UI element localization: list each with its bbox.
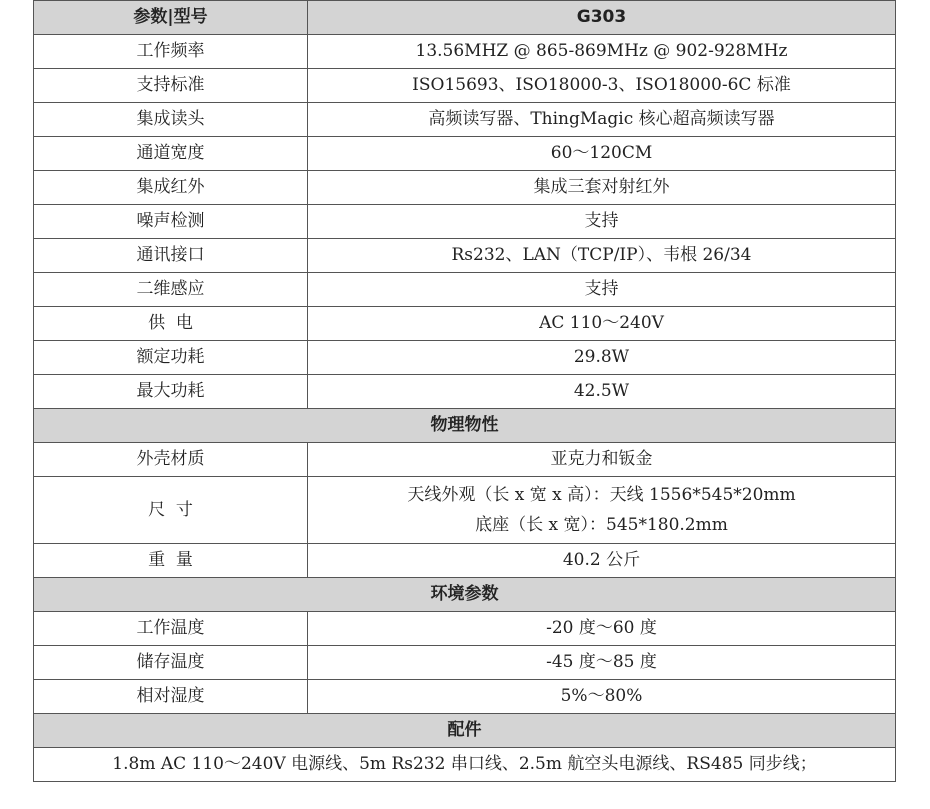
spec-label: 通道宽度	[34, 137, 308, 171]
spec-label: 相对湿度	[34, 680, 308, 714]
spec-label: 噪声检测	[34, 205, 308, 239]
spec-label: 通讯接口	[34, 239, 308, 273]
section-environment	[34, 578, 896, 612]
spec-label: 工作温度	[34, 612, 308, 646]
spec-row	[34, 205, 896, 239]
spec-row	[34, 239, 896, 273]
spec-row	[34, 103, 896, 137]
spec-row	[34, 680, 896, 714]
spec-value: ISO15693、ISO18000-3、ISO18000-6C 标准	[308, 69, 896, 103]
spec-value: 支持	[308, 205, 896, 239]
spec-row	[34, 137, 896, 171]
spec-label: 供 电	[34, 307, 308, 341]
spec-label: 工作频率	[34, 35, 308, 69]
spec-value: -45 度～85 度	[308, 646, 896, 680]
accessories-row	[34, 748, 896, 782]
spec-row	[34, 171, 896, 205]
spec-value: 亚克力和钣金	[308, 443, 896, 477]
spec-row	[34, 341, 896, 375]
size-values	[308, 477, 896, 544]
param-model-label: 参数|型号	[34, 1, 308, 35]
section-accessories	[34, 714, 896, 748]
size-antenna-line: 天线外观（长 x 宽 x 高）：天线 1556*545*20mm	[407, 484, 796, 505]
spec-value: 13.56MHZ @ 865-869MHz @ 902-928MHz	[308, 35, 896, 69]
spec-row-size	[34, 477, 896, 544]
spec-value: 60～120CM	[308, 137, 896, 171]
spec-value: AC 110～240V	[308, 307, 896, 341]
spec-label: 集成红外	[34, 171, 308, 205]
spec-value: 40.2 公斤	[308, 544, 896, 578]
spec-row	[34, 443, 896, 477]
model-name: G303	[308, 1, 896, 35]
spec-label: 重 量	[34, 544, 308, 578]
section-title: 配件	[34, 714, 896, 748]
spec-label: 支持标准	[34, 69, 308, 103]
spec-value: 5%～80%	[308, 680, 896, 714]
size-base-line: 底座（长 x 宽）：545*180.2mm	[475, 515, 728, 535]
spec-value: Rs232、LAN（TCP/IP）、韦根 26/34	[308, 239, 896, 273]
spec-value: 29.8W	[308, 341, 896, 375]
spec-label: 最大功耗	[34, 375, 308, 409]
spec-row	[34, 273, 896, 307]
spec-table	[33, 0, 896, 782]
header-row	[34, 1, 896, 35]
section-physical	[34, 409, 896, 443]
spec-value: -20 度～60 度	[308, 612, 896, 646]
spec-row	[34, 646, 896, 680]
spec-row	[34, 375, 896, 409]
spec-label: 尺 寸	[34, 477, 308, 544]
spec-value: 支持	[308, 273, 896, 307]
spec-row	[34, 612, 896, 646]
spec-value: 高频读写器、ThingMagic 核心超高频读写器	[308, 103, 896, 137]
spec-row	[34, 35, 896, 69]
section-title: 物理物性	[34, 409, 896, 443]
spec-row	[34, 69, 896, 103]
spec-label: 储存温度	[34, 646, 308, 680]
spec-value: 集成三套对射红外	[308, 171, 896, 205]
spec-label: 二维感应	[34, 273, 308, 307]
section-title: 环境参数	[34, 578, 896, 612]
accessories-text: 1.8m AC 110～240V 电源线、5m Rs232 串口线、2.5m 航空头电源线、RS485 同步线；	[34, 748, 896, 782]
spec-label: 额定功耗	[34, 341, 308, 375]
spec-row	[34, 307, 896, 341]
spec-row	[34, 544, 896, 578]
spec-value: 42.5W	[308, 375, 896, 409]
spec-label: 集成读头	[34, 103, 308, 137]
spec-label: 外壳材质	[34, 443, 308, 477]
